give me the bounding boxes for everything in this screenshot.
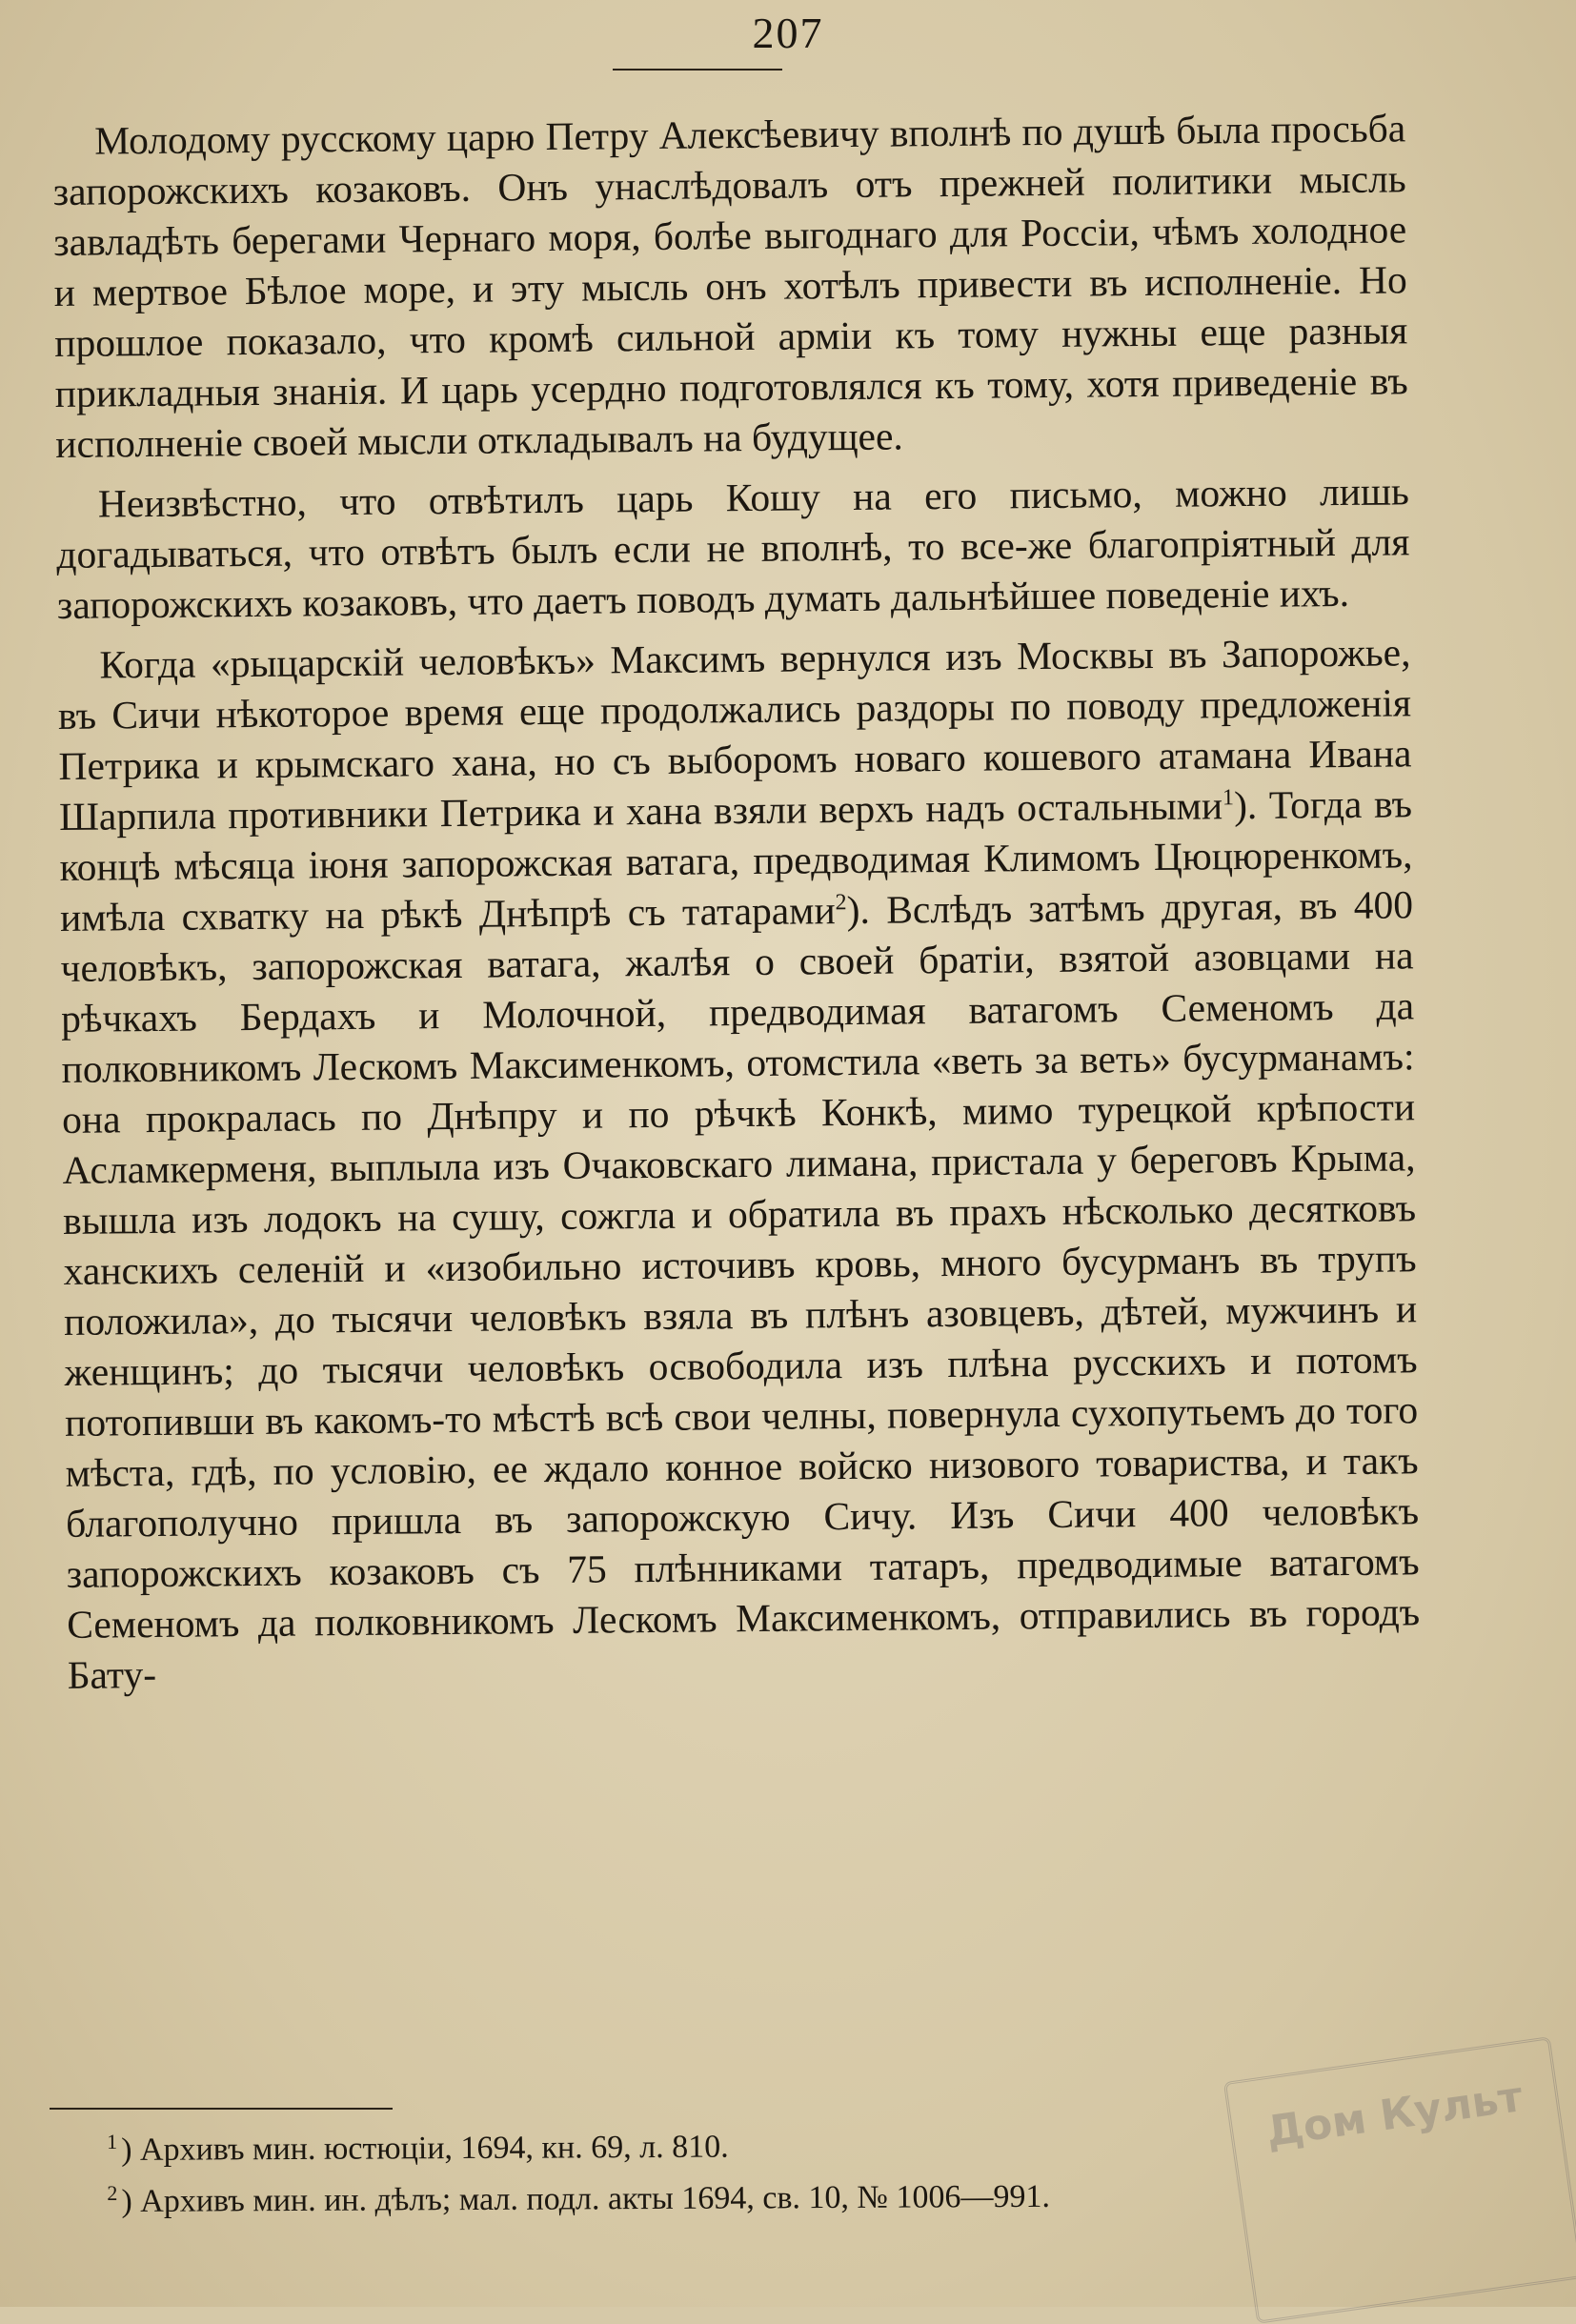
footnote-ref-1: 1 (1222, 785, 1235, 811)
footnote-ref-2: 2 (835, 890, 847, 916)
paragraph-2 (56, 466, 1410, 631)
paragraph-text: ). Тогда въ концѣ мѣсяца іюня запорожская ватага, предводимая Климомъ Цюцюренкомъ, имѣла схватку на рѣкѣ Днѣпрѣ съ татарами (59, 781, 1413, 940)
footnote-rule (50, 2108, 393, 2110)
paragraph-text: Молодому русскому царю Петру Алексѣевичу вполнѣ по душѣ была просьба запорожскихъ козаковъ. Онъ унаслѣдовалъ отъ прежней политики мысль завладѣть берегами Чернаго моря, болѣе выгоднаго для Россіи, чѣмъ холодное и мертвое Бѣлое море, и эту мысль онъ хотѣлъ привести въ исполненіе. Но прошлое показало, что кромѣ сильной арміи къ тому нужны еще разныя прикладныя знанія. И царь усердно подготовлялся къ тому, хотя приведеніе въ исполненіе своей мысли откладывалъ на будущее. (52, 106, 1408, 466)
footnote-text: ) Архивъ мин. юстюціи, 1694, кн. 69, л. 810. (121, 2129, 729, 2168)
paragraph-text: ). Вслѣдъ затѣмъ другая, въ 400 человѣкъ, запорожская ватага, жалѣя о своей братіи, взятой азовцами на рѣчкахъ Бердахъ и Молочной, предводимая ватагомъ Семеномъ да полковникомъ Лескомъ Максименкомъ, отомстила «веть за веть» бусурманамъ: она прокралась по Днѣпру и по рѣчкѣ Конкѣ, мимо турецкой крѣпости Асламкерменя, выплыла изъ Очаковскаго лимана, пристала у береговъ Крыма, вышла изъ лодокъ на сушу, сожгла и обратила въ прахъ нѣсколько десятковъ ханскихъ селеній и «изобильно источивъ кровь, много бусурманъ въ трупъ положила», до тысячи человѣкъ взяла въ плѣнъ азовцевъ, дѣтей, мужчинъ и женщинъ; до тысячи человѣкъ освободила изъ плѣна русскихъ и потомъ потопивши въ какомъ-то мѣстѣ всѣ свои челны, повернула сухопутьемъ до того мѣста, гдѣ, по условію, ее ждало конное войско низового товариства, и такъ благополучно пришла въ запорожскую Сичу. Изъ Сичи 400 человѣкъ запорожскихъ козаковъ съ 75 плѣнниками татаръ, предводимые ватагомъ Семеномъ да полковникомъ Лескомъ Максименкомъ, отправились въ городъ Бату- (60, 882, 1421, 1697)
footnote-text: ) Архивъ мин. ин. дѣлъ; мал. подл. акты 1694, св. 10, № 1006—991. (121, 2178, 1050, 2219)
page-number: 207 (752, 9, 824, 57)
library-stamp (1223, 2036, 1576, 2324)
paragraph-text: Когда «рыцарскій человѣкъ» Максимъ вернулся изъ Москвы въ Запорожье, въ Сичи нѣкоторое время еще продолжались раздоры по поводу предложенія Петрика и крымскаго хана, но съ выборомъ новаго кошевого атамана Ивана Шарпила противники Петрика и хана взяли верхъ надъ остальными (57, 630, 1412, 839)
paragraph-text: Неизвѣстно, что отвѣтилъ царь Кошу на его письмо, можно лишь догадываться, что отвѣтъ былъ если не вполнѣ, то все-же благопріятный для запорожскихъ козаковъ, что даетъ поводъ думать дальнѣйшее поведеніе ихъ. (56, 469, 1410, 627)
stamp-text: Дом Культ (1263, 2072, 1526, 2157)
paragraph-1 (52, 103, 1408, 470)
footnote-mark: 1 (107, 2129, 118, 2153)
footnote-mark: 2 (107, 2180, 118, 2205)
header-rule (613, 69, 782, 71)
body-text (52, 103, 1421, 1710)
paragraph-3 (57, 627, 1421, 1701)
